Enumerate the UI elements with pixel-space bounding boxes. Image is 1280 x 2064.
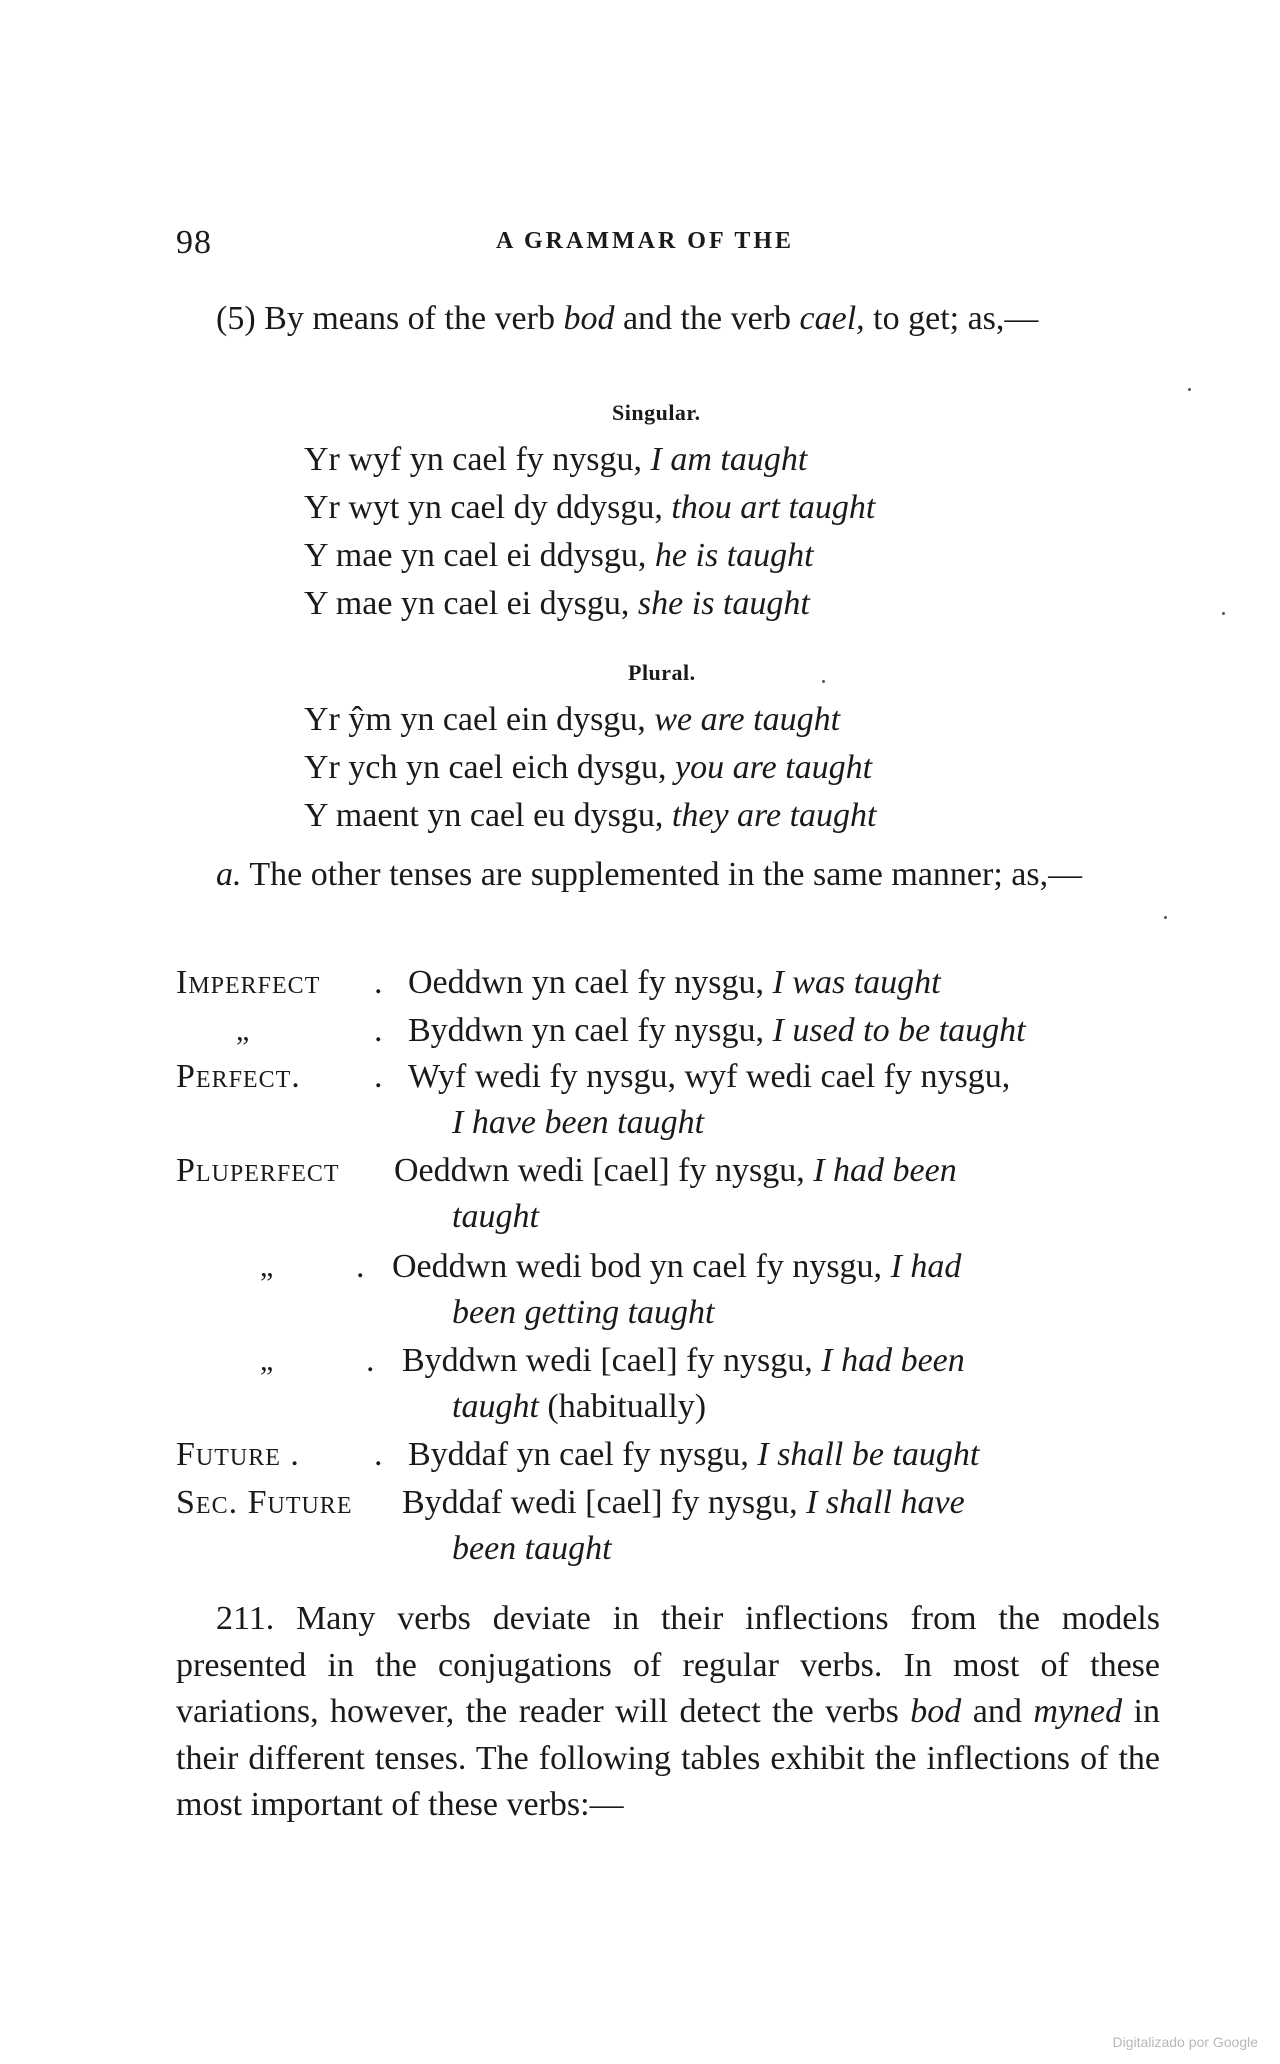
tense-text <box>402 1338 1166 1384</box>
english-gloss: we are taught <box>654 701 841 738</box>
welsh-text: Oeddwn wedi bod yn cael fy nysgu, <box>392 1248 891 1285</box>
english-gloss: you are taught <box>675 749 873 786</box>
plural-row <box>304 792 877 840</box>
welsh-text: Y mae yn cael ei dysgu, <box>304 585 638 622</box>
tense-label: Future . <box>176 1436 300 1473</box>
section-5-intro <box>176 296 1160 342</box>
leader-dot: . <box>374 964 383 1001</box>
welsh-text: Wyf wedi fy nysgu, wyf wedi cael fy nysgu, <box>408 1058 1011 1095</box>
leader-dot: . <box>374 1436 383 1473</box>
singular-row <box>304 580 810 628</box>
leader-dot: . <box>366 1342 375 1379</box>
tense-text <box>408 960 1166 1006</box>
english-gloss: been taught <box>452 1530 612 1567</box>
note-text: (habitually) <box>538 1388 707 1425</box>
page-number: 98 <box>176 224 212 261</box>
welsh-text: Byddwn wedi [cael] fy nysgu, <box>402 1342 822 1379</box>
singular-row <box>304 532 814 580</box>
welsh-text: Oeddwn yn cael fy nysgu, <box>408 964 773 1001</box>
tense-text <box>408 1008 1166 1054</box>
english-gloss: I am taught <box>650 441 808 478</box>
plural-row <box>304 696 840 744</box>
intro-text: (5) By means of the verb <box>216 300 564 337</box>
singular-heading: Singular. <box>612 400 701 425</box>
scan-speck <box>822 680 825 683</box>
welsh-text: Y mae yn cael ei ddysgu, <box>304 537 655 574</box>
tense-text <box>408 1432 1166 1478</box>
term-bod: bod <box>910 1693 962 1730</box>
tense-label: Imperfect <box>176 964 321 1001</box>
continuation <box>452 1384 1166 1430</box>
tense-text <box>402 1480 1166 1526</box>
scan-speck <box>1164 916 1167 919</box>
tense-label: Sec. Future <box>176 1484 353 1521</box>
welsh-text: Yr ŷm yn cael ein dysgu, <box>304 701 655 738</box>
welsh-text: Byddaf wedi [cael] fy nysgu, <box>402 1484 807 1521</box>
english-gloss: I shall have <box>806 1484 965 1521</box>
tense-text <box>392 1244 1166 1290</box>
english-gloss: she is taught <box>637 585 810 622</box>
english-gloss: taught <box>452 1388 539 1425</box>
welsh-text: Yr ych yn cael eich dysgu, <box>304 749 676 786</box>
leader-dot: . <box>356 1248 365 1285</box>
welsh-text: Oeddwn wedi [cael] fy nysgu, <box>394 1152 814 1189</box>
term-myned: myned <box>1033 1693 1123 1730</box>
ditto-mark: „ <box>260 1250 274 1283</box>
note-text: The other tenses are supplemented in the same manner; as,— <box>241 856 1083 893</box>
leader-dot: . <box>374 1012 383 1049</box>
english-gloss: I had been <box>813 1152 957 1189</box>
intro-text: and the verb <box>614 300 800 337</box>
intro-text: to get; as,— <box>864 300 1039 337</box>
english-gloss: they are taught <box>671 797 877 834</box>
english-gloss: I had been <box>821 1342 965 1379</box>
english-gloss: I shall be taught <box>757 1436 980 1473</box>
plural-row <box>304 744 872 792</box>
paragraph-text: and <box>961 1693 1034 1730</box>
welsh-text: Yr wyt yn cael dy ddysgu, <box>304 489 672 526</box>
welsh-text: Yr wyf yn cael fy nysgu, <box>304 441 651 478</box>
paragraph-text: in their different tenses. The following tables exhibit the inflections of the most important of these verbs:— <box>176 1693 1161 1823</box>
english-gloss: I was taught <box>772 964 941 1001</box>
welsh-text: Byddwn yn cael fy nysgu, <box>408 1012 773 1049</box>
scan-speck <box>1188 388 1191 391</box>
english-gloss: I have been taught <box>452 1104 705 1141</box>
singular-row <box>304 436 807 484</box>
tense-text <box>394 1148 1166 1194</box>
note-a <box>176 852 1160 898</box>
paragraph-text: 211. Many verbs deviate in their inflections from the models presented in the conjugations of regular verbs. In most of these variations, however, the reader will detect the verbs <box>176 1600 1160 1730</box>
note-letter: a. <box>216 856 242 893</box>
tense-label: Pluperfect <box>176 1152 340 1189</box>
plural-heading: Plural. <box>628 660 696 685</box>
english-gloss: been getting taught <box>452 1294 715 1331</box>
paragraph-211 <box>176 1596 1160 1829</box>
english-gloss: I used to be taught <box>772 1012 1026 1049</box>
term-cael: cael, <box>799 300 865 337</box>
welsh-text: Y maent yn cael eu dysgu, <box>304 797 672 834</box>
page-header <box>176 224 1156 264</box>
welsh-text: Byddaf yn cael fy nysgu, <box>408 1436 758 1473</box>
english-gloss: taught <box>452 1198 539 1235</box>
english-gloss: he is taught <box>654 537 814 574</box>
term-bod: bod <box>563 300 615 337</box>
leader-dot: . <box>374 1058 383 1095</box>
tense-label: Perfect. <box>176 1058 301 1095</box>
scan-speck <box>1222 612 1225 615</box>
english-gloss: thou art taught <box>671 489 876 526</box>
english-gloss: I had <box>890 1248 962 1285</box>
running-title: A GRAMMAR OF THE <box>496 228 794 254</box>
ditto-mark: „ <box>236 1014 250 1047</box>
singular-row <box>304 484 875 532</box>
digitization-watermark: Digitalizado por Google <box>1112 2034 1258 2050</box>
ditto-mark: „ <box>260 1344 274 1377</box>
